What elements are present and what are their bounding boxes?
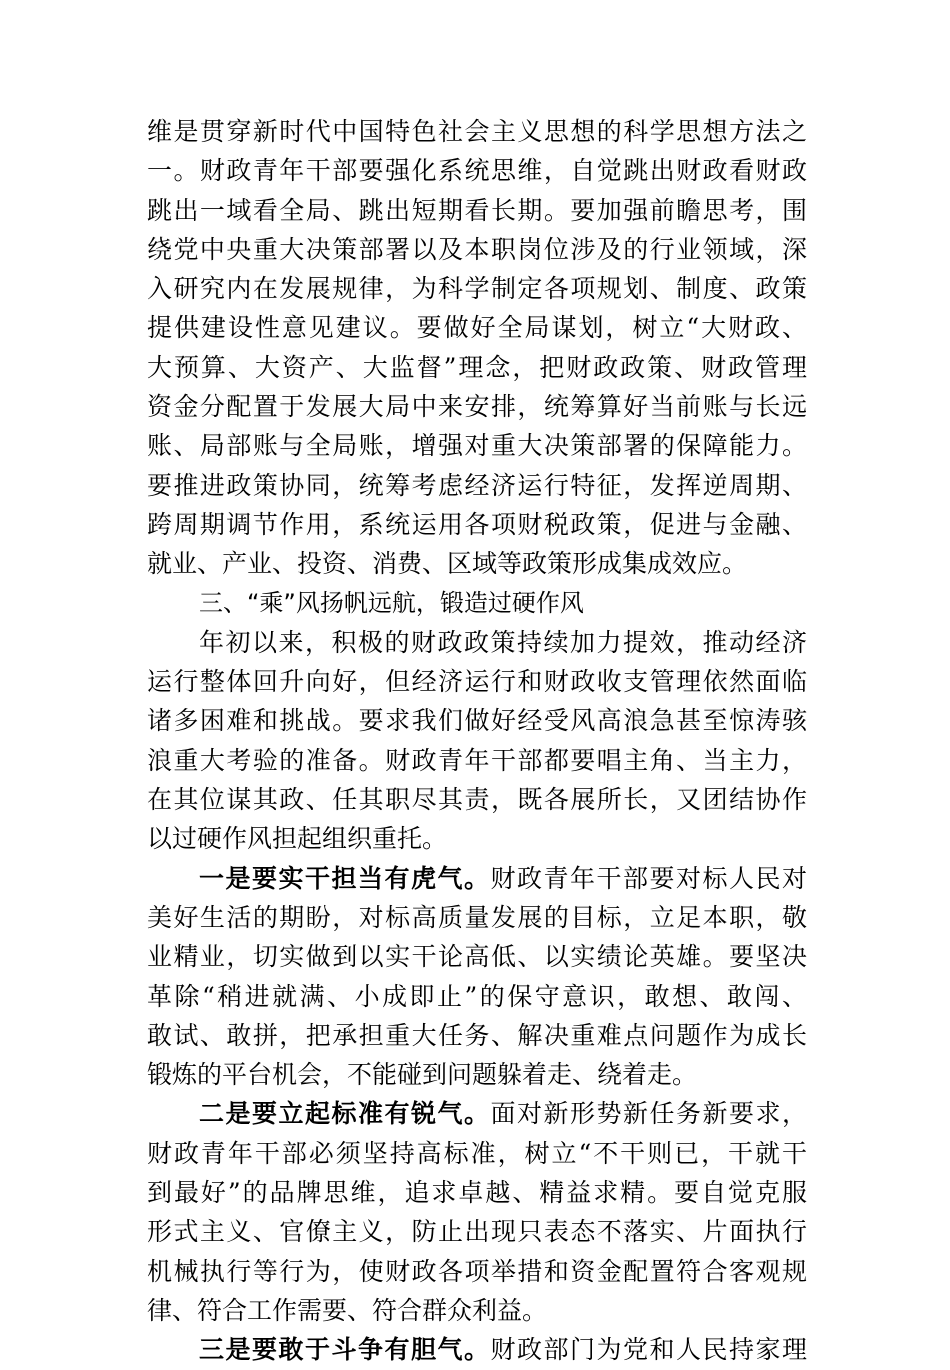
paragraph-point-2 (147, 1094, 807, 1330)
point-text: 面对新形势新任务新要求， (490, 1099, 807, 1129)
text-line: 美好生活的期盼，对标高质量发展的目标，立足本职，敬 (147, 902, 807, 932)
document-body (147, 112, 807, 1370)
text-line: 绕党中央重大决策部署以及本职岗位涉及的行业领域，深 (147, 234, 807, 264)
paragraph-systems-thinking (147, 112, 807, 584)
text-line: 在其位谋其政、任其职尽其责，既各展所长，又团结协作 (147, 785, 807, 815)
paragraph-point-1 (147, 859, 807, 1095)
text-line: 提供建设性意见建议。要做好全局谋划，树立“大财政、 (147, 313, 807, 343)
point-lead: 一是要实干担当有虎气。 (199, 863, 491, 893)
text-line: 账、局部账与全局账，增强对重大决策部署的保障能力。 (147, 431, 807, 461)
text-line: 维是贯穿新时代中国特色社会主义思想的科学思想方法之 (147, 117, 807, 146)
text-line: 财政青年干部必须坚持高标准，树立“不干则已，干就干 (147, 1138, 807, 1168)
text-line: 锻炼的平台机会，不能碰到问题躲着走、绕着走。 (147, 1060, 698, 1090)
text-line: 形式主义、官僚主义，防止出现只表态不落实、片面执行 (147, 1217, 807, 1247)
text-line: 以过硬作风担起组织重托。 (147, 824, 448, 854)
text-line: 要推进政策协同，统筹考虑经济运行特征，发挥逆周期、 (147, 470, 807, 500)
text-line: 机械执行等行为，使财政各项举措和资金配置符合客观规 (147, 1256, 807, 1286)
text-line: 入研究内在发展规律，为科学制定各项规划、制度、政策 (147, 274, 807, 304)
text-line: 跨周期调节作用，系统运用各项财税政策，促进与金融、 (147, 509, 807, 539)
point-lead: 二是要立起标准有锐气。 (199, 1099, 491, 1129)
text-line: 运行整体回升向好，但经济运行和财政收支管理依然面临 (147, 667, 807, 697)
text-line: 到最好”的品牌思维，追求卓越、精益求精。要自觉克服 (147, 1178, 807, 1208)
text-line (147, 1094, 807, 1133)
text-line (147, 859, 807, 898)
text-line: 年初以来，积极的财政政策持续加力提效，推动经济 (199, 627, 807, 657)
text-line: 革除“稍进就满、小成即止”的保守意识，敢想、敢闯、 (147, 981, 807, 1011)
text-line: 律、符合工作需要、符合群众利益。 (147, 1295, 548, 1325)
paragraph-point-3 (147, 1330, 807, 1369)
point-lead: 三是要敢于斗争有胆气。 (199, 1335, 491, 1365)
text-line (147, 1330, 807, 1369)
text-line: 跳出一域看全局、跳出短期看长期。要加强前瞻思考，围 (147, 195, 807, 225)
paragraph-section3-intro (147, 623, 807, 859)
text-line: 敢试、敢拼，把承担重大任务、解决重难点问题作为成长 (147, 1020, 807, 1050)
text-line: 大预算、大资产、大监督”理念，把财政政策、财政管理 (147, 352, 807, 382)
text-line: 诸多困难和挑战。要求我们做好经受风高浪急甚至惊涛骇 (147, 706, 807, 736)
point-text: 财政青年干部要对标人民对 (490, 863, 807, 893)
text-line: 资金分配置于发展大局中来安排，统筹算好当前账与长远 (147, 392, 807, 422)
text-line: 就业、产业、投资、消费、区域等政策形成集成效应。 (147, 549, 748, 579)
text-line: 一。财政青年干部要强化系统思维，自觉跳出财政看财政 (147, 156, 807, 186)
text-line: 业精业，切实做到以实干论高低、以实绩论英雄。要坚决 (147, 942, 807, 972)
text-line: 浪重大考验的准备。财政青年干部都要唱主角、当主力， (147, 745, 807, 775)
section-heading: 三、“乘”风扬帆远航，锻造过硬作风 (199, 588, 584, 617)
point-text: 财政部门为党和人民持家理 (490, 1335, 807, 1365)
